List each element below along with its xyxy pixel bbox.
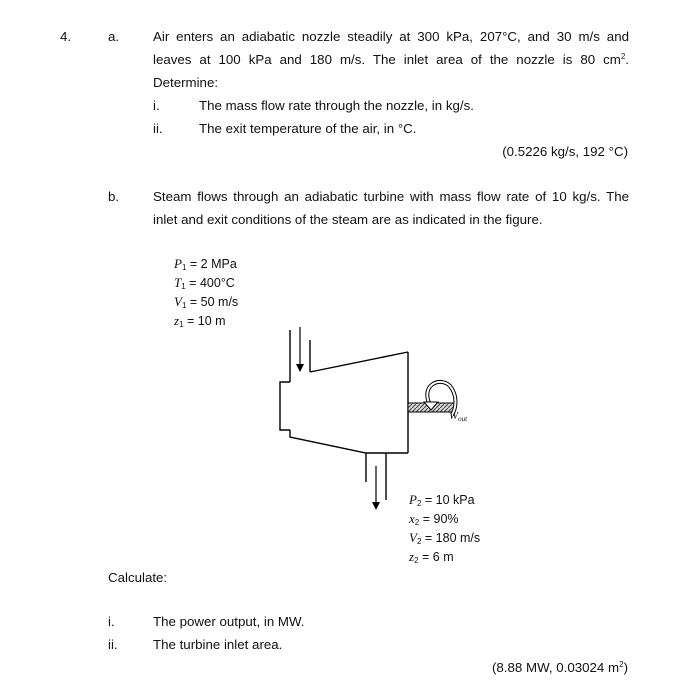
inlet-pressure-value: = 2 MPa xyxy=(189,257,237,271)
part-a-answer: (0.5226 kg/s, 192 °C) xyxy=(502,144,628,159)
work-output-label xyxy=(449,410,467,423)
outlet-elevation-symbol: z xyxy=(409,549,415,564)
inlet-arrowhead xyxy=(296,364,304,372)
part-a-item-2-num: ii. xyxy=(153,121,163,136)
outlet-pressure-value: = 10 kPa xyxy=(424,493,475,507)
outlet-arrowhead xyxy=(372,502,380,510)
m-squared-sup: 2 xyxy=(619,660,624,669)
outlet-velocity-value: = 180 m/s xyxy=(424,531,481,545)
part-a-item-2-text: The exit temperature of the air, in °C. xyxy=(199,121,417,136)
part-a-determine: Determine: xyxy=(153,75,219,90)
part-b-item-1-text: The power output, in MW. xyxy=(153,614,305,629)
turbine-casing-bottom xyxy=(290,430,408,453)
part-b-line-2: inlet and exit conditions of the steam are as indicated in the figure. xyxy=(153,212,543,227)
inlet-elevation-value: = 10 m xyxy=(187,314,226,328)
inlet-pressure-sub: 1 xyxy=(181,263,187,272)
part-a-line-2-end: . xyxy=(625,52,629,67)
part-a-item-1-num: i. xyxy=(153,98,160,113)
outlet-velocity-symbol: V xyxy=(409,530,417,545)
part-b-answer-end: ) xyxy=(623,660,628,675)
turbine-casing-left xyxy=(280,382,290,430)
work-sub: out xyxy=(458,415,468,423)
part-b-line-1: Steam flows through an adiabatic turbine with mass flow rate of 10 kg/s. The xyxy=(153,189,629,204)
outlet-pressure-symbol: P xyxy=(409,492,417,507)
question-number: 4. xyxy=(60,29,72,44)
part-b-answer xyxy=(492,660,628,675)
outlet-quality-symbol: x xyxy=(409,511,415,526)
outlet-quality-sub: 2 xyxy=(414,518,420,527)
work-symbol: W xyxy=(449,410,459,422)
inlet-elevation-symbol: z xyxy=(174,313,180,328)
inlet-temperature-symbol: T xyxy=(174,275,182,290)
outlet-elevation-sub: 2 xyxy=(414,556,419,565)
part-b-answer-text: (8.88 MW, 0.03024 m xyxy=(491,660,620,675)
outlet-velocity-sub: 2 xyxy=(416,537,422,546)
inlet-velocity-symbol: V xyxy=(174,294,182,309)
outlet-elevation-value: = 6 m xyxy=(422,550,454,564)
cm-squared-sup: 2 xyxy=(620,52,626,61)
inlet-pressure-symbol: P xyxy=(174,256,182,271)
outlet-elevation xyxy=(409,549,454,565)
part-b-item-1-num: i. xyxy=(108,614,115,629)
inlet-temperature-value: = 400°C xyxy=(189,276,235,290)
part-b-label: b. xyxy=(108,189,120,204)
inlet-elevation-sub: 1 xyxy=(179,320,184,329)
outlet-quality-value: = 90% xyxy=(422,512,459,526)
part-a-label: a. xyxy=(108,29,120,44)
inlet-velocity-sub: 1 xyxy=(181,301,187,310)
inlet-velocity-value: = 50 m/s xyxy=(189,295,239,309)
part-a-line-1: Air enters an adiabatic nozzle steadily at 300 kPa, 207°C, and 30 m/s and xyxy=(153,29,629,44)
part-a-line-2-text: leaves at 100 kPa and 180 m/s. The inlet area of the nozzle is 80 cm xyxy=(153,52,621,67)
inlet-temperature-sub: 1 xyxy=(181,282,186,291)
calculate-heading: Calculate: xyxy=(108,570,168,585)
outlet-velocity xyxy=(409,530,480,546)
part-a-item-1-text: The mass flow rate through the nozzle, in kg/s. xyxy=(199,98,474,113)
turbine-casing-top xyxy=(310,352,408,372)
outlet-pressure-sub: 2 xyxy=(416,499,422,508)
part-b-item-2-text: The turbine inlet area. xyxy=(153,637,283,652)
outlet-pressure xyxy=(409,492,475,508)
outlet-quality xyxy=(409,511,459,527)
part-b-item-2-num: ii. xyxy=(108,637,118,652)
